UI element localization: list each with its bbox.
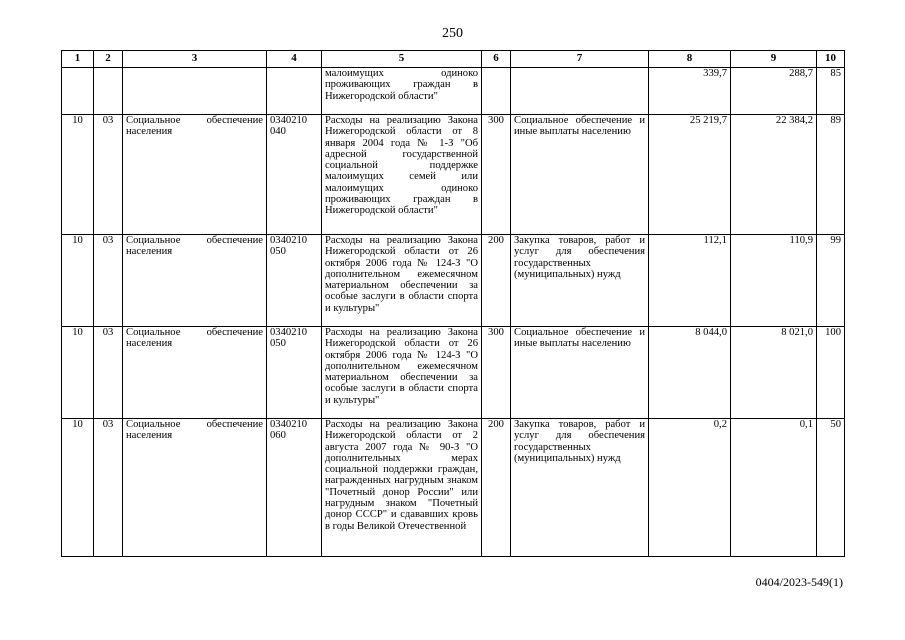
percent-cell: 99 [817, 235, 845, 327]
column-header: 4 [267, 51, 322, 68]
subsection-cell: 03 [94, 235, 123, 327]
document-code: 0404/2023-549(1) [755, 575, 843, 589]
executed-amount-cell: 288,7 [731, 68, 817, 115]
section-cell: 10 [62, 115, 94, 235]
planned-amount-cell: 25 219,7 [649, 115, 731, 235]
expense-description-cell: Расходы на реализацию Закона Нижегородской области от 8 января 2004 года № 1-З "Об адресной государственной социальной поддержке малоимущих семей или малоимущих одиноко проживающих граждан в Нижегородской области" [322, 115, 482, 235]
target-article-cell [267, 68, 322, 115]
expense-type-cell [482, 68, 511, 115]
executed-amount-cell: 22 384,2 [731, 115, 817, 235]
column-header: 9 [731, 51, 817, 68]
column-header: 2 [94, 51, 123, 68]
column-header: 1 [62, 51, 94, 68]
table-row [62, 419, 845, 557]
column-header: 5 [322, 51, 482, 68]
expense-type-name-cell: Социальное обеспечение и иные выплаты населению [511, 115, 649, 235]
expense-description-cell: Расходы на реализацию Закона Нижегородской области от 26 октября 2006 года № 124-З "О дополнительном ежемесячном материальном обеспечении за особые заслуги в области спорта и культуры" [322, 235, 482, 327]
target-article-cell: 0340210 040 [267, 115, 322, 235]
percent-cell: 100 [817, 327, 845, 419]
planned-amount-cell: 339,7 [649, 68, 731, 115]
expense-type-name-cell [511, 68, 649, 115]
section-name-cell: Социальное обеспечение населения [123, 235, 267, 327]
executed-amount-cell: 0,1 [731, 419, 817, 557]
section-name-cell: Социальное обеспечение населения [123, 327, 267, 419]
percent-cell: 85 [817, 68, 845, 115]
expense-type-cell: 300 [482, 327, 511, 419]
expense-type-cell: 200 [482, 235, 511, 327]
subsection-cell: 03 [94, 115, 123, 235]
section-cell: 10 [62, 419, 94, 557]
table-row [62, 115, 845, 235]
planned-amount-cell: 8 044,0 [649, 327, 731, 419]
planned-amount-cell: 0,2 [649, 419, 731, 557]
section-cell [62, 68, 94, 115]
section-cell: 10 [62, 235, 94, 327]
executed-amount-cell: 8 021,0 [731, 327, 817, 419]
expense-type-name-cell: Социальное обеспечение и иные выплаты населению [511, 327, 649, 419]
subsection-cell: 03 [94, 419, 123, 557]
subsection-cell [94, 68, 123, 115]
percent-cell: 50 [817, 419, 845, 557]
header-row [62, 51, 845, 68]
expense-type-cell: 200 [482, 419, 511, 557]
expense-description-cell: Расходы на реализацию Закона Нижегородской области от 2 августа 2007 года № 90-З "О дополнительных мерах социальной поддержки граждан, награжденных нагрудным знаком "Почетный донор России" или нагрудным знаком "Почетный донор СССР" и сдававших кровь в годы Великой Отечественной [322, 419, 482, 557]
table-row [62, 327, 845, 419]
column-header: 7 [511, 51, 649, 68]
section-name-cell: Социальное обеспечение населения [123, 419, 267, 557]
column-header: 10 [817, 51, 845, 68]
target-article-cell: 0340210 050 [267, 327, 322, 419]
section-name-cell [123, 68, 267, 115]
percent-cell: 89 [817, 115, 845, 235]
column-header: 8 [649, 51, 731, 68]
expense-type-name-cell: Закупка товаров, работ и услуг для обеспечения государственных (муниципальных) нужд [511, 235, 649, 327]
section-cell: 10 [62, 327, 94, 419]
expense-type-name-cell: Закупка товаров, работ и услуг для обеспечения государственных (муниципальных) нужд [511, 419, 649, 557]
column-header: 6 [482, 51, 511, 68]
expense-description-cell: малоимущих одиноко проживающих граждан в Нижегородской области" [322, 68, 482, 115]
subsection-cell: 03 [94, 327, 123, 419]
section-name-cell: Социальное обеспечение населения [123, 115, 267, 235]
table-row [62, 235, 845, 327]
planned-amount-cell: 112,1 [649, 235, 731, 327]
budget-table [61, 50, 845, 557]
expense-description-cell: Расходы на реализацию Закона Нижегородской области от 26 октября 2006 года № 124-З "О дополнительном ежемесячном материальном обеспечении за особые заслуги в области спорта и культуры" [322, 327, 482, 419]
target-article-cell: 0340210 050 [267, 235, 322, 327]
table-row [62, 68, 845, 115]
expense-type-cell: 300 [482, 115, 511, 235]
target-article-cell: 0340210 060 [267, 419, 322, 557]
executed-amount-cell: 110,9 [731, 235, 817, 327]
column-header: 3 [123, 51, 267, 68]
page-number: 250 [442, 26, 463, 41]
